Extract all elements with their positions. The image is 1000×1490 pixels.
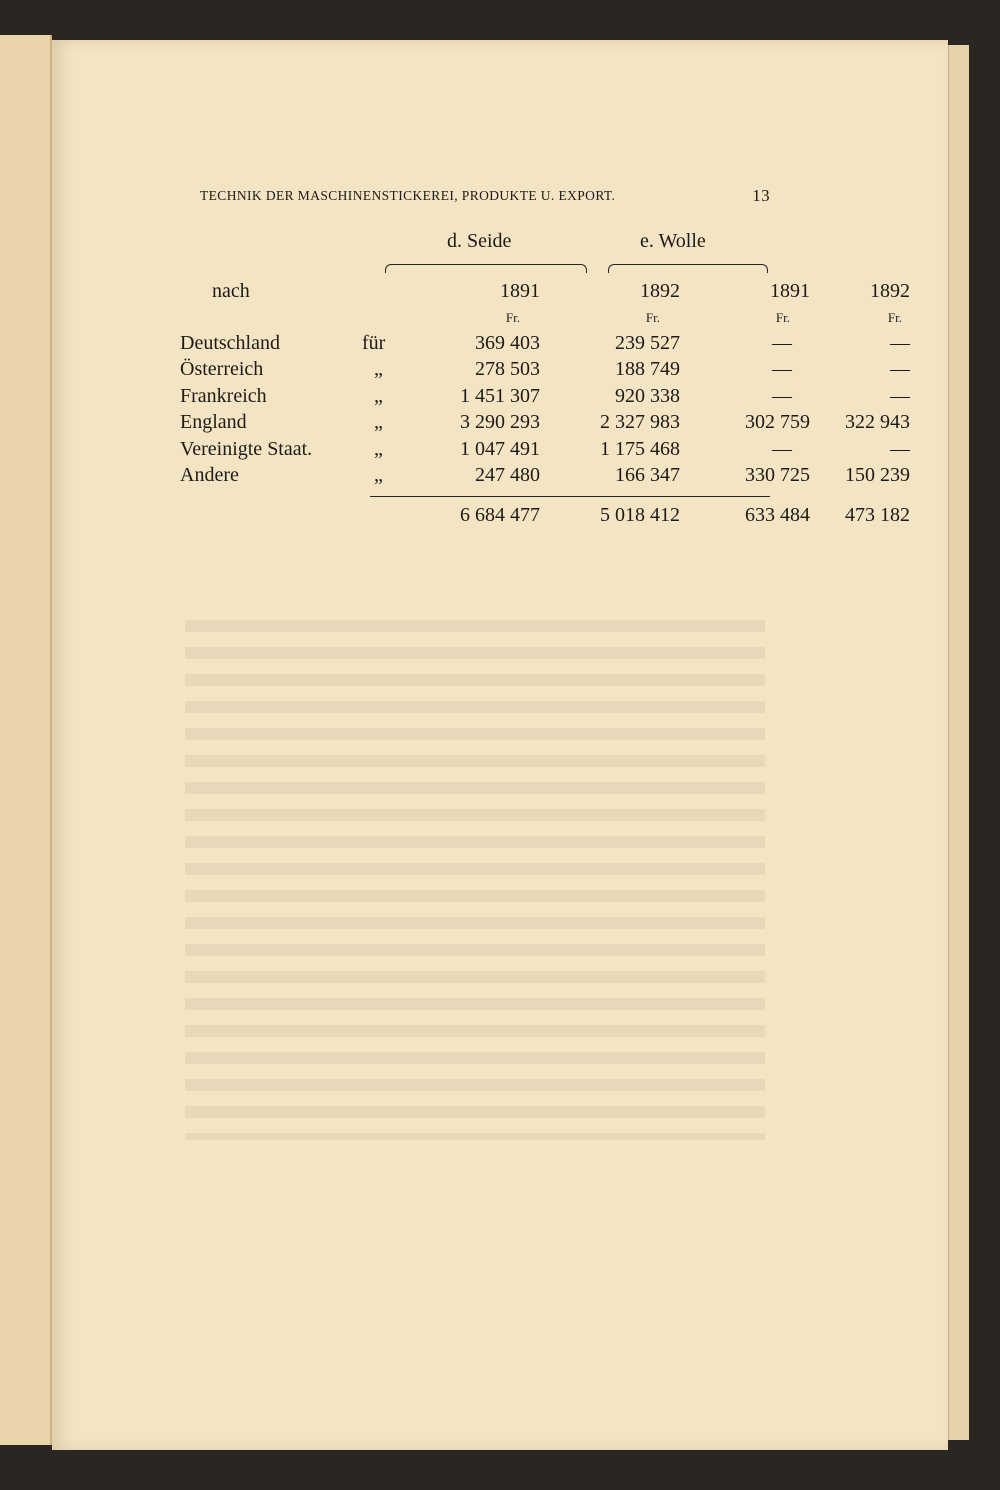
value-cell: 188 749 [615, 358, 680, 381]
value-cell: 2 327 983 [600, 411, 680, 434]
row-header-text: nach [212, 279, 250, 302]
empty-cell [180, 489, 362, 535]
table-row [180, 330, 910, 357]
value-cell: 1 047 491 [460, 437, 540, 460]
value-cell: 369 403 [475, 331, 540, 354]
left-page-edge [0, 35, 52, 1445]
table-row [180, 463, 910, 490]
group-label-seide-text: d. Seide [447, 230, 512, 252]
page-number: 13 [752, 186, 770, 205]
value-cell: 3 290 293 [460, 411, 540, 434]
mark-cell: „ [374, 437, 383, 460]
table-row [180, 436, 910, 463]
year-cell: 1891 [770, 279, 810, 302]
table-row [180, 357, 910, 384]
value-cell: 278 503 [475, 358, 540, 381]
row-header [180, 276, 362, 306]
empty-cell [362, 276, 424, 306]
value-cell: 322 943 [845, 411, 910, 434]
mark-cell: „ [374, 358, 383, 381]
country-cell: Österreich [180, 358, 264, 381]
value-cell: — [890, 358, 910, 381]
unit-cell: Fr. [645, 310, 660, 325]
value-cell: 330 725 [745, 464, 810, 487]
group-label-wolle [640, 230, 706, 253]
group-label-seide [447, 230, 511, 253]
country-cell: Deutschland [180, 331, 280, 354]
country-cell: England [180, 411, 247, 434]
value-cell: 1 175 468 [600, 437, 680, 460]
year-cell: 1892 [640, 279, 680, 302]
value-cell: 166 347 [615, 464, 680, 487]
group-label-wolle-text: e. Wolle [640, 230, 706, 252]
year-header-row [180, 276, 910, 306]
value-cell: 150 239 [845, 464, 910, 487]
value-cell: 920 338 [615, 384, 680, 407]
value-cell: 239 527 [615, 331, 680, 354]
value-cell: — [890, 437, 910, 460]
value-cell: — [772, 358, 792, 381]
total-cell: 6 684 477 [460, 503, 540, 526]
total-cell: 5 018 412 [600, 503, 680, 526]
table-row [180, 410, 910, 437]
country-cell: Vereinigte Staat. [180, 437, 313, 460]
empty-cell [362, 306, 424, 330]
value-cell: 302 759 [745, 411, 810, 434]
unit-cell: Fr. [505, 310, 520, 325]
unit-cell: Fr. [887, 310, 902, 325]
value-cell: — [772, 437, 792, 460]
total-cell: 633 484 [745, 503, 810, 526]
total-cell: 473 182 [845, 503, 910, 526]
mark-cell: „ [374, 464, 383, 487]
unit-cell: Fr. [775, 310, 790, 325]
value-cell: — [772, 384, 792, 407]
page-stack-edge [948, 45, 969, 1440]
year-cell: 1891 [500, 279, 540, 302]
country-cell: Frankreich [180, 384, 267, 407]
value-cell: — [772, 331, 792, 354]
value-cell: 1 451 307 [460, 384, 540, 407]
value-cell: — [890, 384, 910, 407]
empty-cell [180, 306, 362, 330]
bleed-through-texture [185, 620, 765, 1140]
mark-cell: für [362, 331, 386, 354]
sum-rule [370, 496, 770, 497]
brace-wolle [608, 264, 768, 273]
value-cell: 247 480 [475, 464, 540, 487]
value-cell: — [890, 331, 910, 354]
mark-cell: „ [374, 384, 383, 407]
year-cell: 1892 [870, 279, 910, 302]
brace-seide [385, 264, 587, 273]
table-row [180, 383, 910, 410]
unit-row [180, 306, 910, 330]
country-cell: Andere [180, 464, 239, 487]
mark-cell: „ [374, 411, 383, 434]
running-title: TECHNIK DER MASCHINENSTICKEREI, PRODUKTE U. EXPORT. [200, 188, 616, 203]
running-header [200, 188, 770, 204]
